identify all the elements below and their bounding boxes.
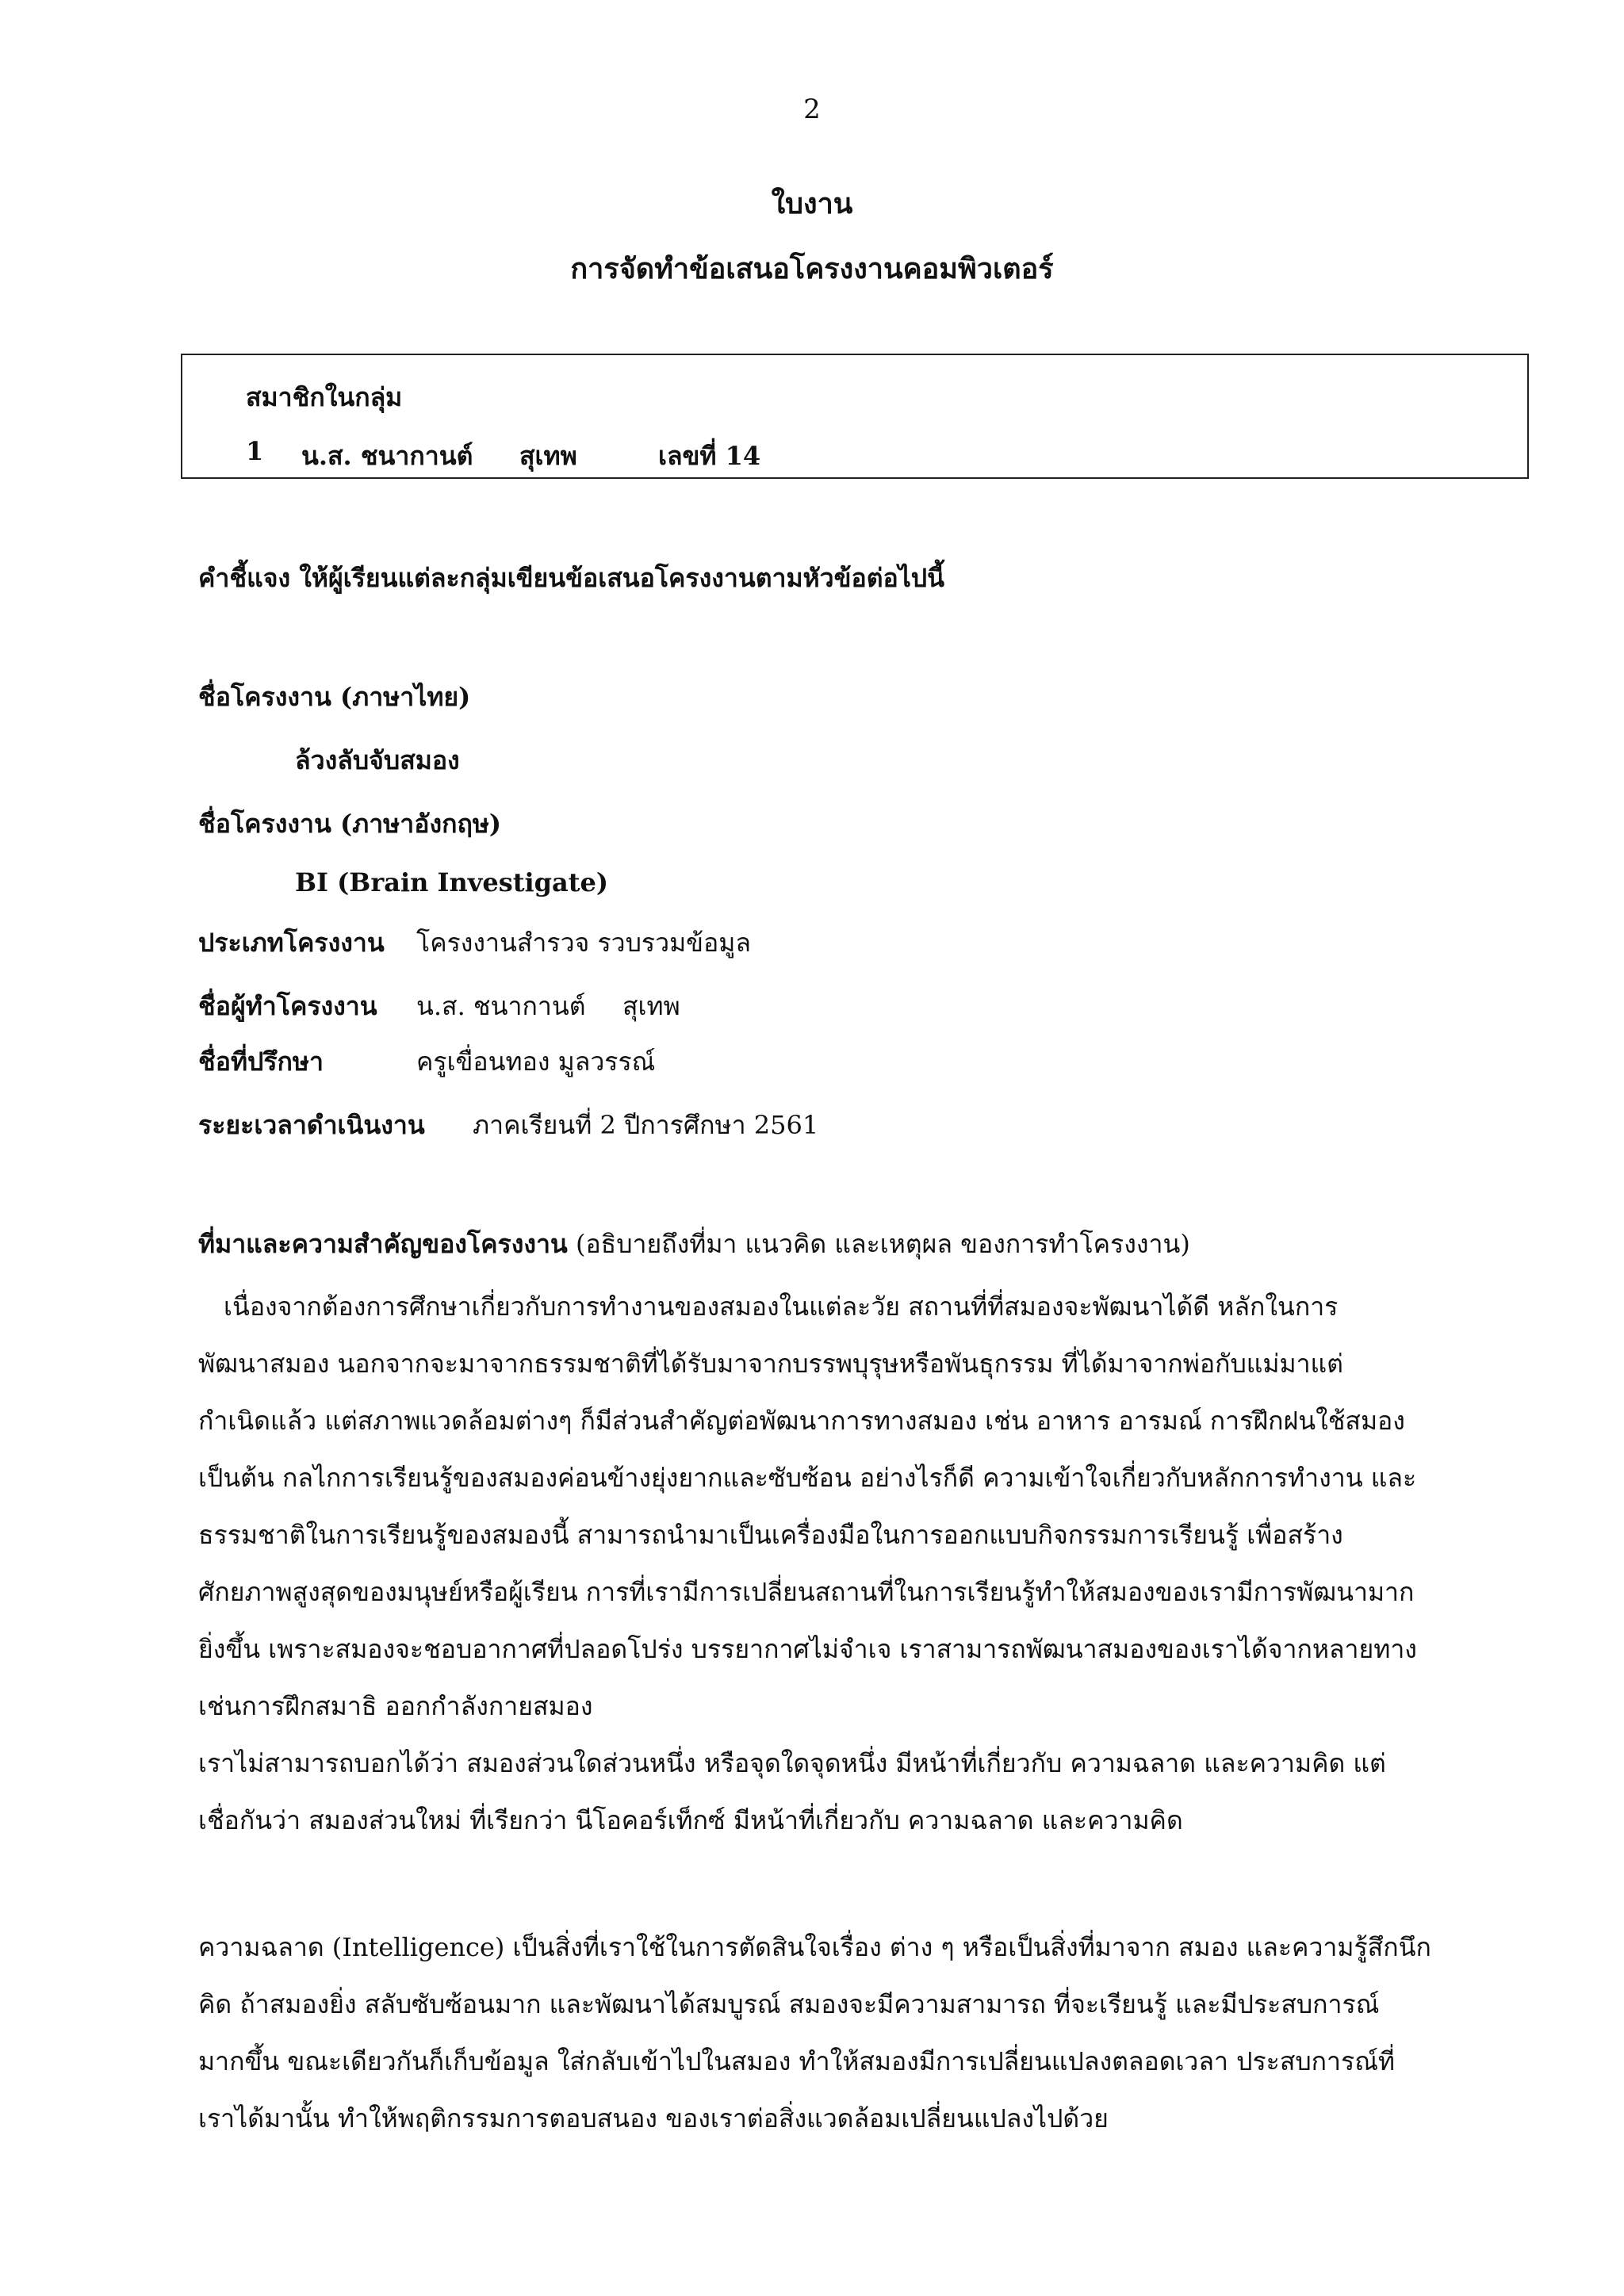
member-surname: สุเทพ (519, 441, 577, 471)
project-advisor-value: ครูเขื่อนทอง มูลวรรณ์ (416, 1047, 656, 1077)
project-name-th: ล้วงลับจับสมอง (295, 745, 460, 775)
instruction-text: คำชี้แจง ให้ผู้เรียนแต่ละกลุ่มเขียนข้อเสนอโครงงานตามหัวข้อต่อไปนี้ (198, 563, 944, 593)
paragraph-line: เราได้มานั้น ทำให้พฤติกรรมการตอบสนอง ของเราต่อสิ่งแวดล้อมเปลี่ยนแปลงไปด้วย (198, 2103, 1109, 2133)
background-heading-row (198, 1224, 1190, 1265)
paragraph-line: คิด ถ้าสมองยิ่ง สลับซับซ้อนมาก และพัฒนาได้สมบูรณ์ สมองจะมีความสามารถ ที่จะเรียนรู้ และมีประสบการณ์ (198, 1989, 1380, 2019)
project-name-th-label: ชื่อโครงงาน (ภาษาไทย) (198, 682, 471, 712)
paragraph-line: เชื่อกันว่า สมองส่วนใหม่ ที่เรียกว่า นีโอคอร์เท็กซ์ มีหน้าที่เกี่ยวกับ ความฉลาด และความคิด (198, 1805, 1183, 1835)
member-number: 1 (246, 436, 264, 466)
project-advisor-label: ชื่อที่ปรึกษา (198, 1047, 324, 1077)
page-number: 2 (803, 94, 821, 125)
paragraph-line: เราไม่สามารถบอกได้ว่า สมองส่วนใดส่วนหนึ่ง หรือจุดใดจุดหนึ่ง มีหน้าที่เกี่ยวกับ ความฉลาด และความคิด แต่ (198, 1748, 1386, 1778)
project-duration-value: ภาคเรียนที่ 2 ปีการศึกษา 2561 (473, 1110, 819, 1140)
project-author-name: น.ส. ชนากานต์ (416, 991, 586, 1021)
project-name-en-label: ชื่อโครงงาน (ภาษาอังกฤษ) (198, 809, 502, 839)
paragraph-line: ธรรมชาติในการเรียนรู้ของสมองนี้ สามารถนำมาเป็นเครื่องมือในการออกแบบกิจกรรมการเรียนรู้ เพื่อสร้าง (198, 1520, 1343, 1550)
paragraph-line: ศักยภาพสูงสุดของมนุษย์หรือผู้เรียน การที่เรามีการเปลี่ยนสถานที่ในการเรียนรู้ทำให้สมองของเรามีการพัฒนามาก (198, 1577, 1415, 1607)
paragraph-line: เป็นต้น กลไกการเรียนรู้ของสมองค่อนข้างยุ่งยากและซับซ้อน อย่างไรก็ดี ความเข้าใจเกี่ยวกับหลักการทำงาน และ (198, 1463, 1417, 1493)
paragraph-line: เนื่องจากต้องการศึกษาเกี่ยวกับการทำงานของสมองในแต่ละวัย สถานที่ที่สมองจะพัฒนาได้ดี หลักในการ (224, 1292, 1339, 1322)
project-author-surname: สุเทพ (622, 991, 680, 1021)
project-name-en: BI (Brain Investigate) (295, 867, 609, 897)
paragraph-line: พัฒนาสมอง นอกจากจะมาจากธรรมชาติที่ได้รับมาจากบรรพบุรุษหรือพันธุกรรม ที่ได้มาจากพ่อกับแม่มาแต่ (198, 1349, 1343, 1379)
background-paragraph (198, 1278, 1515, 1849)
paragraph-line: ยิ่งขึ้น เพราะสมองจะชอบอากาศที่ปลอดโปร่ง บรรยากาศไม่จำเจ เราสามารถพัฒนาสมองของเราได้จากหลายทาง (198, 1634, 1417, 1664)
member-seat-number: เลขที่ 14 (658, 441, 761, 471)
member-name: น.ส. ชนากานต์ (301, 441, 473, 471)
project-type-label: ประเภทโครงงาน (198, 928, 385, 958)
paragraph-line: ความฉลาด (Intelligence) เป็นสิ่งที่เราใช้ในการตัดสินใจเรื่อง ต่าง ๆ หรือเป็นสิ่งที่มาจาก สมอง และความรู้สึกนึก (198, 1932, 1431, 1962)
paragraph-line: กำเนิดแล้ว แต่สภาพแวดล้อมต่างๆ ก็มีส่วนสำคัญต่อพัฒนาการทางสมอง เช่น อาหาร อารมณ์ การฝึกฝนใช้สมอง (198, 1406, 1405, 1436)
worksheet-title: ใบงาน (771, 187, 853, 220)
paragraph-line: เช่นการฝึกสมาธิ ออกกำลังกายสมอง (198, 1691, 593, 1721)
background-heading: ที่มาและความสำคัญของโครงงาน (198, 1229, 568, 1259)
project-author-label: ชื่อผู้ทำโครงงาน (198, 991, 377, 1021)
project-duration-label: ระยะเวลาดำเนินงาน (198, 1110, 425, 1140)
member-heading: สมาชิกในกลุ่ม (246, 382, 403, 412)
intelligence-paragraph (198, 1919, 1515, 2147)
paragraph-line: มากขึ้น ขณะเดียวกันก็เก็บข้อมูล ใส่กลับเข้าไปในสมอง ทำให้สมองมีการเปลี่ยนแปลงตลอดเวลา ประสบการณ์ที่ (198, 2046, 1395, 2076)
background-heading-note: (อธิบายถึงที่มา แนวคิด และเหตุผล ของการทำโครงงาน) (575, 1229, 1190, 1259)
worksheet-subtitle: การจัดทำข้อเสนอโครงงานคอมพิวเตอร์ (570, 252, 1054, 285)
project-type-value: โครงงานสำรวจ รวบรวมข้อมูล (416, 928, 751, 958)
